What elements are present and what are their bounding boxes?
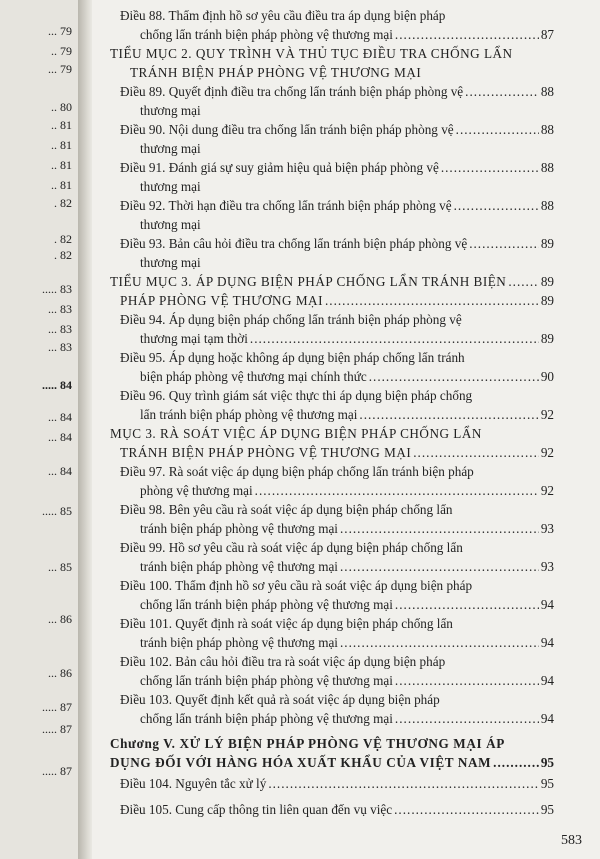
left-page-number: . 82: [54, 232, 72, 246]
toc-line: [92, 734, 554, 753]
left-page-number: ... 83: [48, 302, 72, 316]
toc-text: Điều 88. Thẩm định hồ sơ yêu cầu điều tra áp dụng biện pháp: [120, 8, 446, 23]
toc-line: [92, 215, 554, 234]
left-page-number: ... 86: [48, 612, 72, 626]
left-page-number: ... 79: [48, 24, 72, 38]
toc-heading: [92, 424, 554, 462]
toc-page-number: 89: [540, 331, 554, 346]
toc-article: [92, 234, 554, 272]
toc-article: [92, 120, 554, 158]
toc-line: [92, 177, 554, 196]
toc-line: [92, 310, 554, 329]
toc-line: [92, 44, 554, 63]
toc-article: [92, 652, 554, 690]
toc-line: [92, 753, 554, 772]
left-page-number: .. 81: [51, 158, 72, 172]
toc-text: TRÁNH BIỆN PHÁP PHÒNG VỆ THƯƠNG MẠI: [130, 65, 422, 80]
toc-line: [92, 538, 554, 557]
toc-line: [92, 63, 554, 82]
toc-page-number: 93: [540, 559, 554, 574]
toc-text: biện pháp phòng vệ thương mại chính thức: [140, 369, 367, 384]
toc-page-number: 88: [540, 160, 554, 175]
toc-line: [92, 774, 554, 793]
left-page-number: ... 79: [48, 62, 72, 76]
dot-leader: [454, 196, 539, 215]
toc-page-number: 88: [540, 84, 554, 99]
toc-heading: [92, 272, 554, 310]
toc-line: [92, 557, 554, 576]
toc-line: [92, 329, 554, 348]
toc-line: [92, 519, 554, 538]
toc-text: TRÁNH BIỆN PHÁP PHÒNG VỆ THƯƠNG MẠI: [120, 445, 412, 460]
toc-text: Điều 104. Nguyên tắc xử lý: [120, 776, 267, 791]
toc-text: Điều 93. Bản câu hỏi điều tra chống lẩn tránh biện pháp phòng vệ: [120, 236, 468, 251]
toc-line: [92, 158, 554, 177]
toc-line: [92, 500, 554, 519]
toc-heading: [92, 44, 554, 82]
left-page-number: .. 80: [51, 100, 72, 114]
toc-line: [92, 272, 554, 291]
toc-article: [92, 500, 554, 538]
toc-page-number: 95: [540, 776, 554, 791]
toc-line: [92, 386, 554, 405]
toc-article: [92, 82, 554, 120]
toc-text: Điều 94. Áp dụng biện pháp chống lẩn tránh biện pháp phòng vệ: [120, 312, 462, 327]
left-page-number: ... 85: [48, 560, 72, 574]
toc-text: MỤC 3. RÀ SOÁT VIỆC ÁP DỤNG BIỆN PHÁP CHỐNG LẨN: [110, 426, 482, 441]
toc-article: [92, 310, 554, 348]
left-page-number: ..... 87: [42, 700, 72, 714]
toc-line: [92, 671, 554, 690]
toc-line: [92, 633, 554, 652]
dot-leader: [340, 557, 539, 576]
toc-article: [92, 196, 554, 234]
toc-page-number: 94: [540, 597, 554, 612]
toc-page-number: 87: [540, 27, 554, 42]
toc-line: [92, 6, 554, 25]
toc-line: [92, 139, 554, 158]
dot-leader: [250, 329, 539, 348]
toc-page-number: 89: [540, 293, 554, 308]
toc-text: lẩn tránh biện pháp phòng vệ thương mại: [140, 407, 358, 422]
toc-line: [92, 291, 554, 310]
left-page-number: ... 84: [48, 464, 72, 478]
dot-leader: [369, 367, 539, 386]
toc-line: [92, 253, 554, 272]
left-page-number: ..... 85: [42, 504, 72, 518]
toc-text: thương mại tạm thời: [140, 331, 248, 346]
toc-line: [92, 348, 554, 367]
left-page-number: ... 84: [48, 430, 72, 444]
dot-leader: [394, 800, 539, 819]
toc-text: Điều 91. Đánh giá sự suy giảm hiệu quả biện pháp phòng vệ: [120, 160, 439, 175]
toc-text: Điều 92. Thời hạn điều tra chống lẩn tránh biện pháp phòng vệ: [120, 198, 452, 213]
toc-line: [92, 405, 554, 424]
toc-text: Điều 105. Cung cấp thông tin liên quan đến vụ việc: [120, 802, 393, 817]
toc-page-number: 94: [540, 635, 554, 650]
toc-text: Điều 90. Nội dung điều tra chống lẩn tránh biện pháp phòng vệ: [120, 122, 454, 137]
toc-article: [92, 538, 554, 576]
toc-text: PHÁP PHÒNG VỆ THƯƠNG MẠI: [120, 293, 323, 308]
toc-page-number: 94: [540, 673, 554, 688]
left-page-number: ... 84: [48, 410, 72, 424]
toc-article: [92, 158, 554, 196]
toc-article: [92, 774, 554, 793]
toc-page-number: 92: [540, 483, 554, 498]
toc-text: thương mại: [140, 255, 201, 270]
toc-line: [92, 595, 554, 614]
left-page-number: ..... 83: [42, 282, 72, 296]
left-page: [0, 0, 80, 859]
toc-article: [92, 614, 554, 652]
dot-leader: [395, 25, 539, 44]
toc-text: TIỂU MỤC 3. ÁP DỤNG BIỆN PHÁP CHỐNG LẨN TRÁNH BIỆN: [110, 274, 507, 289]
toc-article: [92, 462, 554, 500]
toc-text: chống lẩn tránh biện pháp phòng vệ thương mại: [140, 597, 393, 612]
toc-page-number: 92: [540, 445, 554, 460]
toc-text: tránh biện pháp phòng vệ thương mại: [140, 521, 338, 536]
toc-text: TIỂU MỤC 2. QUY TRÌNH VÀ THỦ TỤC ĐIỀU TRA CHỐNG LẨN: [110, 46, 513, 61]
dot-leader: [395, 595, 539, 614]
dot-leader: [268, 774, 538, 793]
left-page-number: .. 81: [51, 178, 72, 192]
toc-article: [92, 800, 554, 819]
toc-text: Điều 97. Rà soát việc áp dụng biện pháp chống lẩn tránh biện pháp: [120, 464, 474, 479]
left-page-number: ..... 84: [42, 378, 72, 392]
toc-line: [92, 443, 554, 462]
toc-line: [92, 800, 554, 819]
dot-leader: [395, 709, 539, 728]
toc-page-number: 88: [540, 122, 554, 137]
toc-text: Điều 96. Quy trình giám sát việc thực thi áp dụng biện pháp chống: [120, 388, 473, 403]
toc-line: [92, 196, 554, 215]
dot-leader: [255, 481, 539, 500]
toc-text: thương mại: [140, 103, 201, 118]
left-page-number: ... 83: [48, 322, 72, 336]
left-page-number: ... 83: [48, 340, 72, 354]
toc-text: thương mại: [140, 179, 201, 194]
dot-leader: [340, 519, 539, 538]
toc-text: tránh biện pháp phòng vệ thương mại: [140, 635, 338, 650]
dot-leader: [395, 671, 539, 690]
toc-text: thương mại: [140, 217, 201, 232]
toc-line: [92, 690, 554, 709]
toc-page-number: 93: [540, 521, 554, 536]
toc-text: thương mại: [140, 141, 201, 156]
left-page-number: . 82: [54, 196, 72, 210]
toc-page-number: 94: [540, 711, 554, 726]
dot-leader: [441, 158, 539, 177]
toc-text: chống lẩn tránh biện pháp phòng vệ thương mại: [140, 673, 393, 688]
dot-leader: [456, 120, 539, 139]
dot-leader: [340, 633, 539, 652]
toc-line: [92, 462, 554, 481]
toc-line: [92, 652, 554, 671]
toc-line: [92, 367, 554, 386]
left-page-number: ... 86: [48, 666, 72, 680]
toc-text: Điều 95. Áp dụng hoặc không áp dụng biện pháp chống lẩn tránh: [120, 350, 465, 365]
toc-text: chống lẩn tránh biện pháp phòng vệ thương mại: [140, 711, 393, 726]
toc-line: [92, 101, 554, 120]
toc-text: Điều 98. Bên yêu cầu rà soát việc áp dụng biện pháp chống lẩn: [120, 502, 453, 517]
toc-text: Điều 101. Quyết định rà soát việc áp dụng biện pháp chống lẩn: [120, 616, 453, 631]
toc-article: [92, 386, 554, 424]
toc-text: phòng vệ thương mại: [140, 483, 253, 498]
toc-line: [92, 481, 554, 500]
toc-page-number: 95: [540, 802, 554, 817]
toc-article: [92, 6, 554, 44]
toc-line: [92, 709, 554, 728]
toc-page-number: 89: [540, 274, 554, 289]
toc-line: [92, 82, 554, 101]
toc-article: [92, 690, 554, 728]
page-number: 583: [561, 833, 582, 848]
toc-page-number: 90: [540, 369, 554, 384]
dot-leader: [325, 291, 539, 310]
toc-page-number: 89: [540, 236, 554, 251]
left-page-number: .. 81: [51, 138, 72, 152]
toc-article: [92, 348, 554, 386]
toc-text: Điều 100. Thẩm định hồ sơ yêu cầu rà soát việc áp dụng biện pháp: [120, 578, 473, 593]
toc-line: [92, 576, 554, 595]
toc-text: chống lẩn tránh biện pháp phòng vệ thương mại: [140, 27, 393, 42]
dot-leader: [413, 443, 539, 462]
toc-text: Chương V. XỬ LÝ BIỆN PHÁP PHÒNG VỆ THƯƠNG MẠI ÁP: [110, 736, 505, 751]
left-page-number: .. 79: [51, 44, 72, 58]
toc-line: [92, 234, 554, 253]
dot-leader: [465, 82, 539, 101]
toc-text: DỤNG ĐỐI VỚI HÀNG HÓA XUẤT KHẨU CỦA VIỆT NAM: [110, 755, 492, 770]
left-page-number: ..... 87: [42, 764, 72, 778]
toc-line: [92, 614, 554, 633]
toc-page-number: 92: [540, 407, 554, 422]
toc-chapter: [92, 734, 554, 772]
left-page-number: . 82: [54, 248, 72, 262]
toc-text: Điều 103. Quyết định kết quả rà soát việc áp dụng biện pháp: [120, 692, 440, 707]
dot-leader: [469, 234, 539, 253]
toc-line: [92, 25, 554, 44]
dot-leader: [493, 753, 539, 772]
dot-leader: [508, 272, 538, 291]
toc-text: tránh biện pháp phòng vệ thương mại: [140, 559, 338, 574]
left-page-number: ..... 87: [42, 722, 72, 736]
toc-line: [92, 120, 554, 139]
toc-article: [92, 576, 554, 614]
toc-text: Điều 89. Quyết định điều tra chống lẩn tránh biện pháp phòng vệ: [120, 84, 464, 99]
toc-page-number: 95: [540, 755, 554, 770]
toc-page-number: 88: [540, 198, 554, 213]
toc-line: [92, 424, 554, 443]
dot-leader: [359, 405, 538, 424]
toc-text: Điều 102. Bản câu hỏi điều tra rà soát việc áp dụng biện pháp: [120, 654, 446, 669]
toc-text: Điều 99. Hồ sơ yêu cầu rà soát việc áp dụng biện pháp chống lẩn: [120, 540, 463, 555]
left-page-number: .. 81: [51, 118, 72, 132]
right-page: [92, 0, 600, 859]
